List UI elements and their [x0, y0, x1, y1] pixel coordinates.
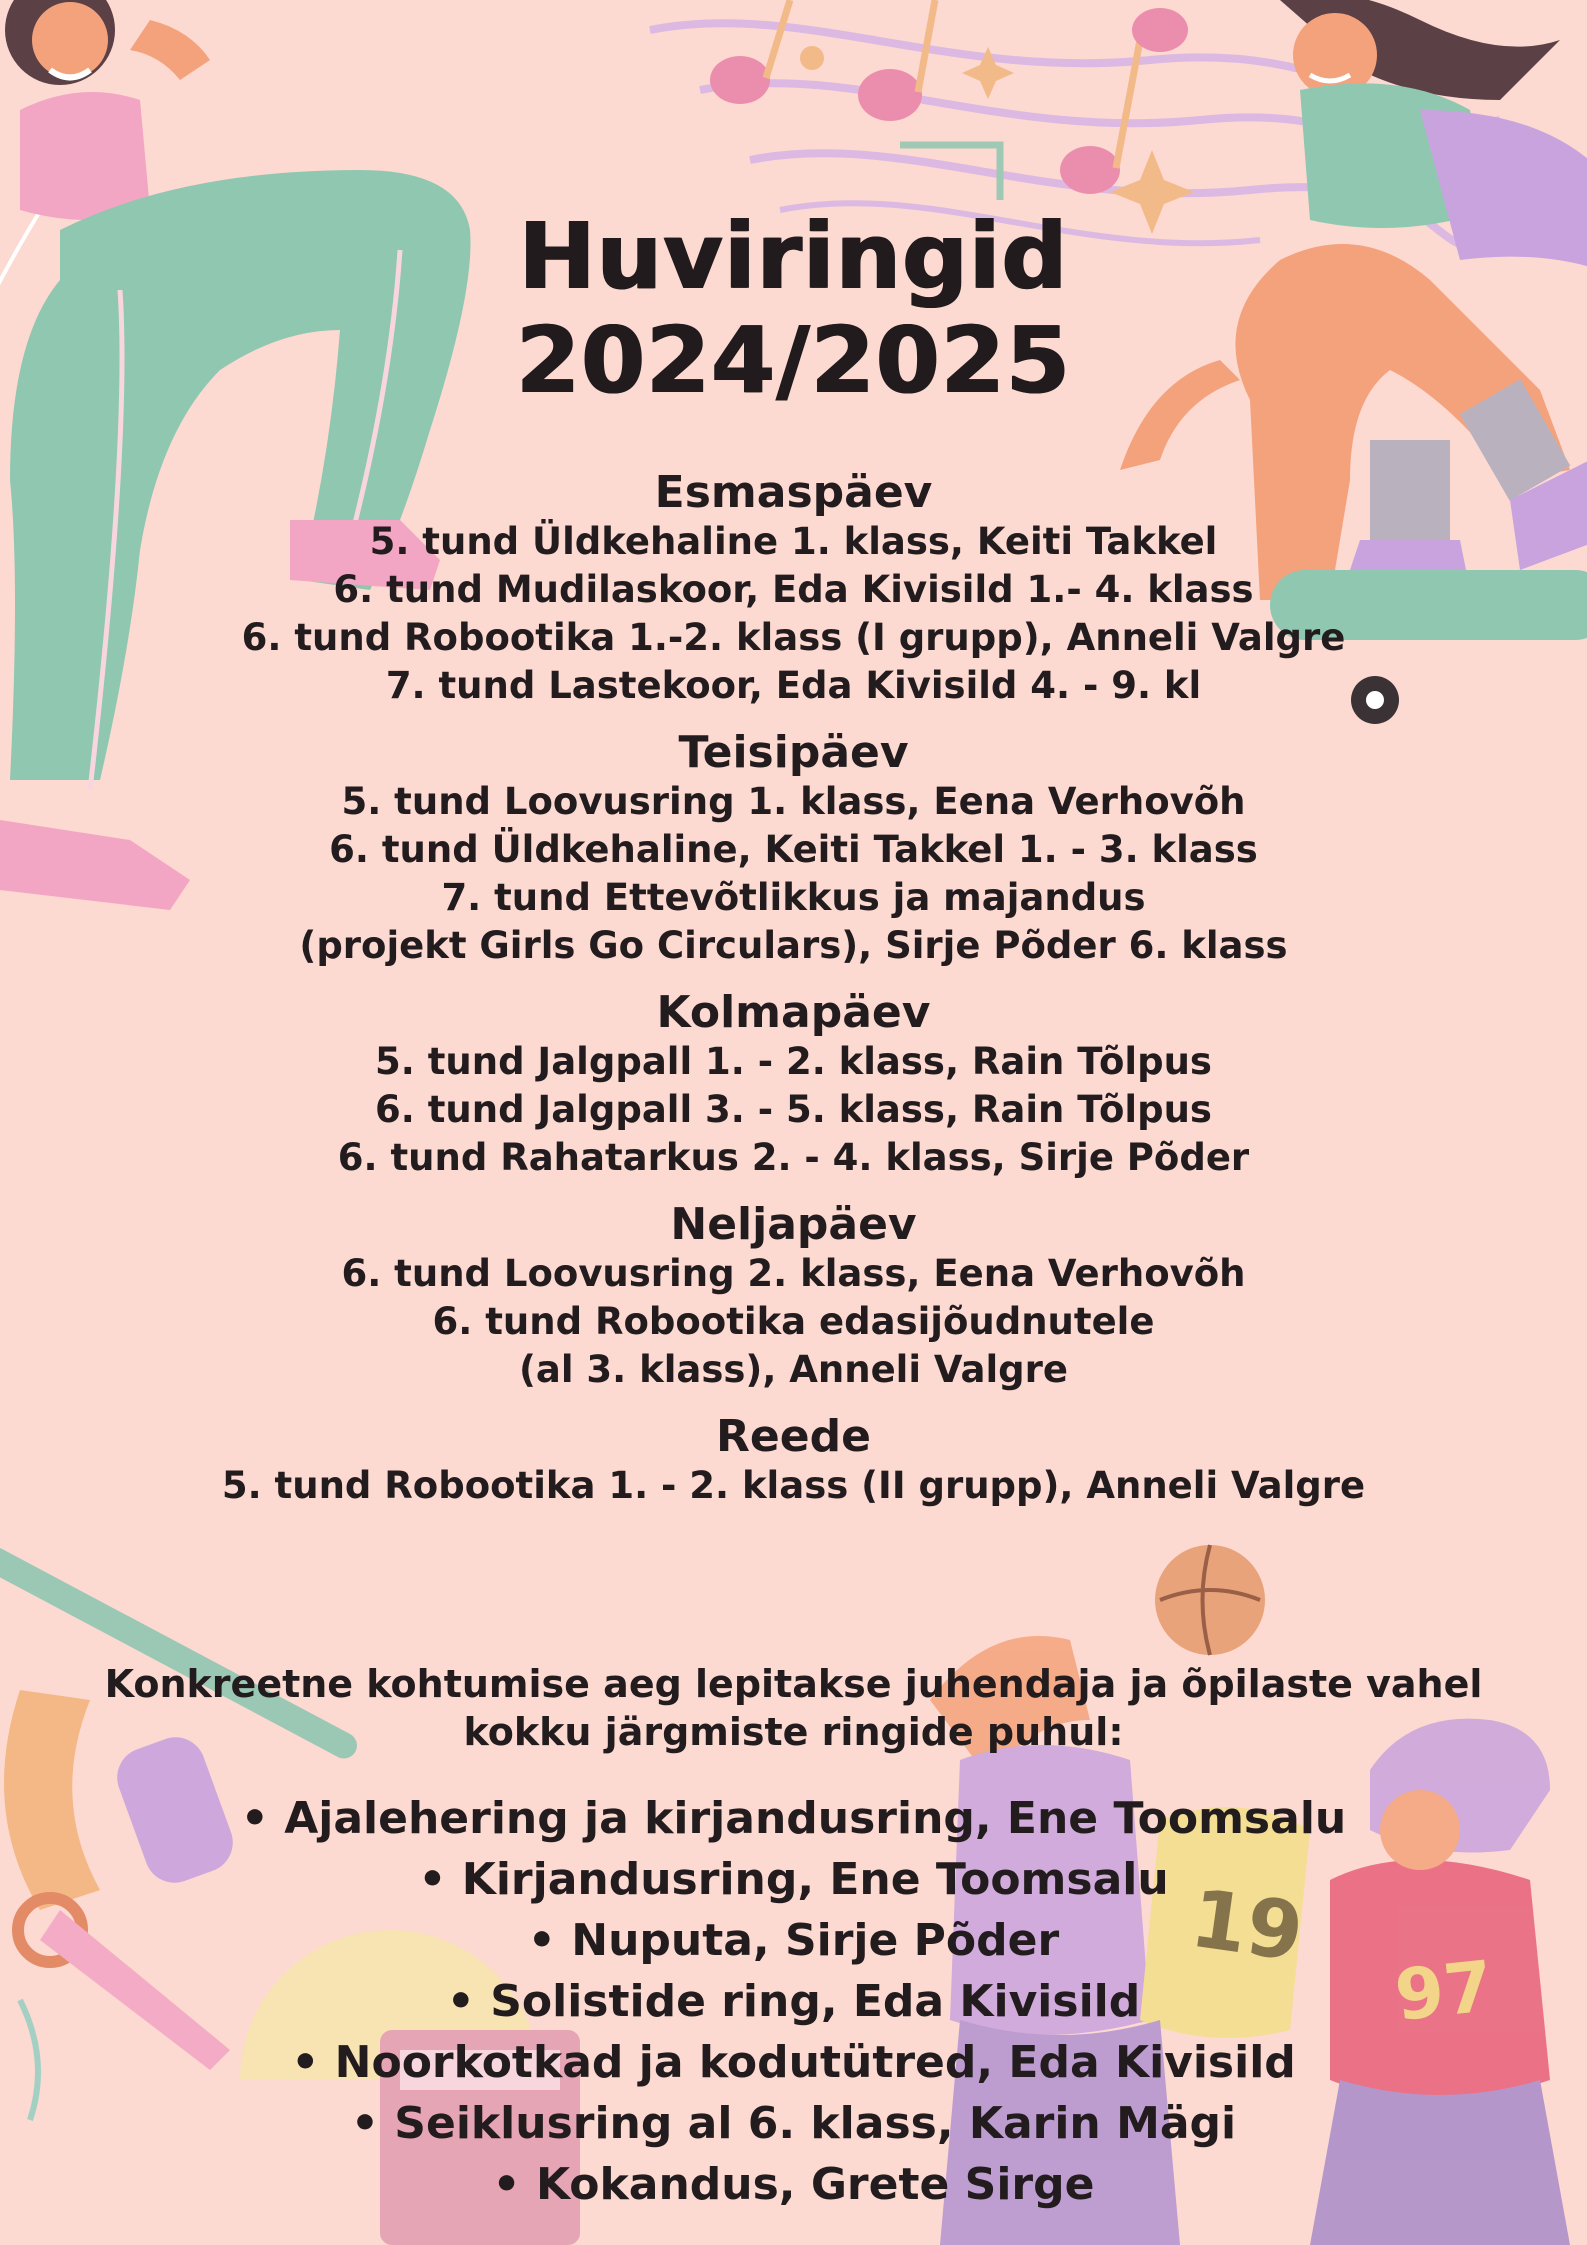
schedule-entry: 6. tund Rahatarkus 2. - 4. klass, Sirje Põder	[337, 1136, 1250, 1179]
day-heading: Esmaspäev	[654, 467, 933, 518]
schedule-entry: 7. tund Lastekoor, Eda Kivisild 4. - 9. kl	[385, 664, 1202, 707]
list-item: • Kokandus, Grete Sirge	[492, 2159, 1095, 2210]
schedule-entry: 6. tund Üldkehaline, Keiti Takkel 1. - 3. klass	[329, 828, 1258, 871]
schedule-entry: 6. tund Mudilaskoor, Eda Kivisild 1.- 4. klass	[333, 568, 1254, 611]
day-heading: Teisipäev	[678, 727, 909, 778]
day-heading: Reede	[716, 1411, 871, 1462]
title-line-1: Huviringid	[518, 203, 1069, 310]
meeting-time-note: Konkreetne kohtumise aeg lepitakse juhendaja ja õpilaste vahel kokku järgmiste ringide puhul:	[104, 1662, 1483, 1754]
jersey-number-left: 19	[1185, 1871, 1309, 1980]
jersey-number-right: 97	[1391, 1945, 1497, 2037]
day-heading: Neljapäev	[670, 1199, 917, 1250]
schedule-entry: 5. tund Robootika 1. - 2. klass (II grupp), Anneli Valgre	[221, 1464, 1366, 1507]
page-title	[0, 205, 1587, 413]
schedule-entry: 6. tund Robootika 1.-2. klass (I grupp), Anneli Valgre	[241, 616, 1346, 659]
schedule-entry: 5. tund Jalgpall 1. - 2. klass, Rain Tõlpus	[375, 1040, 1212, 1083]
schedule-entry: 5. tund Loovusring 1. klass, Eena Verhovõh	[341, 780, 1246, 823]
schedule-entry: 6. tund Loovusring 2. klass, Eena Verhovõh	[341, 1252, 1246, 1295]
day-heading: Kolmapäev	[656, 987, 931, 1038]
list-item: • Solistide ring, Eda Kivisild	[446, 1976, 1141, 2027]
title-line-2: 2024/2025	[516, 307, 1071, 414]
flexible-clubs-list	[0, 1788, 1587, 2215]
day-friday	[0, 1412, 1587, 1510]
list-item: • Ajalehering ja kirjandusring, Ene Toomsalu	[240, 1793, 1347, 1844]
schedule-entry: 6. tund Robootika edasijõudnutele	[432, 1300, 1155, 1343]
list-item: • Nuputa, Sirje Põder	[527, 1915, 1060, 1966]
schedule-entry: (al 3. klass), Anneli Valgre	[518, 1348, 1069, 1391]
weekly-schedule	[0, 468, 1587, 1528]
list-item: • Kirjandusring, Ene Toomsalu	[418, 1854, 1169, 1905]
day-monday	[0, 468, 1587, 710]
day-thursday	[0, 1200, 1587, 1394]
schedule-entry: 5. tund Üldkehaline 1. klass, Keiti Takkel	[369, 520, 1218, 563]
day-wednesday	[0, 988, 1587, 1182]
schedule-entry: 7. tund Ettevõtlikkus ja majandus	[441, 876, 1146, 919]
schedule-entry: (projekt Girls Go Circulars), Sirje Põder 6. klass	[299, 924, 1288, 967]
schedule-entry: 6. tund Jalgpall 3. - 5. klass, Rain Tõlpus	[375, 1088, 1212, 1131]
list-item: • Noorkotkad ja kodutütred, Eda Kivisild	[291, 2037, 1296, 2088]
day-tuesday	[0, 728, 1587, 970]
list-item: • Seiklusring al 6. klass, Karin Mägi	[350, 2098, 1237, 2149]
